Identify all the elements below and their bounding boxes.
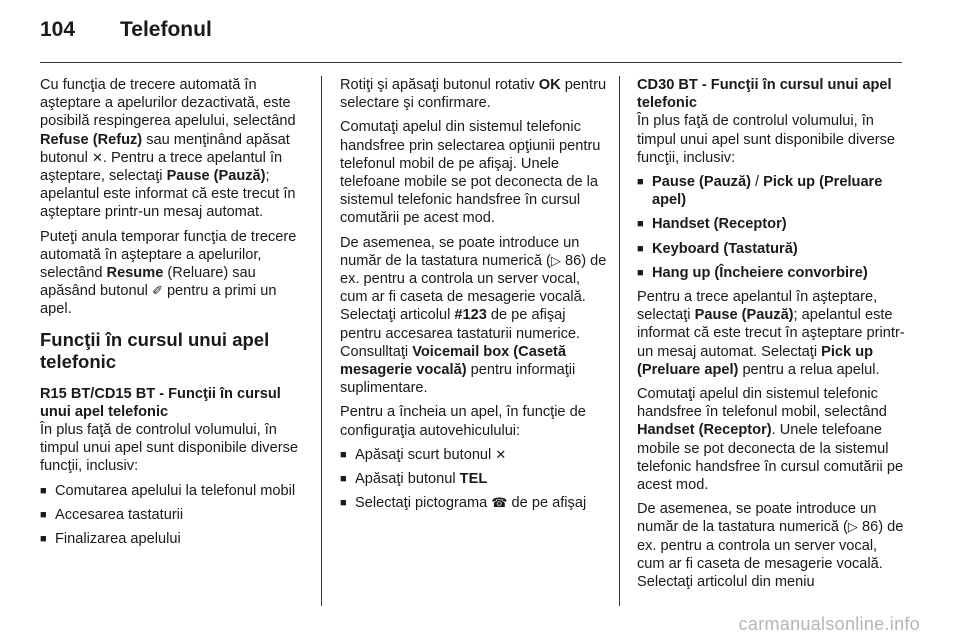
end-call-pictogram-icon: ☎ [491,495,508,511]
phone-pickup-icon: ✐ [151,283,163,299]
column-2 [340,76,610,518]
bullet-list [340,446,610,513]
paragraph: Rotiţi şi apăsaţi butonul rotativ OK pentru selectare şi confirmare. [340,77,607,112]
paragraph: Puteţi anula temporar funcţia de trecere automată în aşteptare a apelurilor, selectând Resume (Reluare) sau apăsând butonul ✐ pentru a primi un apel. [40,228,297,318]
phone-hangup-icon: ✕ [495,446,507,462]
paragraph: Cu funcţia de trecere automată în aşteptare a apelurilor dezactivată, este posibilă respingerea apelului, selectând Refuse (Refuz) sau menţinând apăsat butonul ✕. Pentru a trece apelantul în aşteptare, selectaţi Pause (Pauză); apelantul este informat că este trecut în aşteptare printr-un mesaj automat. [40,77,296,221]
phone-hangup-icon: ✕ [91,149,103,165]
list-item: ■ Comutarea apelului la telefonul mobil [40,482,310,500]
column-divider [321,76,322,606]
reference-arrow-icon: ▷ [847,519,858,535]
paragraph: De asemenea, se poate introduce un număr de la tastatura numerică (▷ 86) de ex. pentru a controla un server vocal, cum ar fi caseta de mesagerie vocală. Selectaţi articolul #123 de pe afişaj pentru accesarea tastaturii numerice. Consulltaţi Voicemail box (Casetă mesagerie vocală) pentru informaţii suplimentare. [340,234,607,397]
page-number: 104 [40,18,76,41]
column-divider [619,76,620,606]
column-3 [637,76,907,597]
watermark[interactable]: carmanualsonline.info [738,614,920,634]
subsection-heading: R15 BT/CD15 BT - Funcţii în cursul unui apel telefonic [40,385,281,420]
paragraph: Comutaţi apelul din sistemul telefonic handsfree prin selectarea opţiunii pentru telefonul mobil de pe afişaj. Unele telefoane mobile se pot deconecta de la sistemul telefonic handsfree în cursul comutării pe acest mod. [340,119,601,227]
list-item: ■ Finalizarea apelului [40,530,310,548]
paragraph: Pentru a trece apelantul în aşteptare, selectaţi Pause (Pauză); apelantul este informat că este trecut în aşteptare printr-un mesaj automat. Selectaţi Pick up (Preluare apel) pentru a relua apelul. [637,289,905,378]
bullet-list [637,173,907,282]
page-header [40,18,212,48]
paragraph: De asemenea, se poate introduce un număr de la tastatura numerică (▷ 86) de ex. pentru a controla un server vocal, cum ar fi caseta de mesagerie vocală. Selectaţi articolul din meniu [637,501,904,591]
list-item: ■ Hang up (Încheiere convorbire) [637,264,907,282]
paragraph: În plus faţă de controlul volumului, în timpul unui apel sunt disponibile diverse funcţii, inclusiv: [637,113,895,166]
list-item: ■ Apăsaţi scurt butonul ✕ [340,446,610,464]
column-1 [40,76,310,554]
paragraph: În plus faţă de controlul volumului, în timpul unui apel sunt disponibile diverse funcţii, inclusiv: [40,422,298,475]
bullet-list [40,482,310,549]
section-heading: Funcţii în cursul unui apel telefonic [40,328,270,372]
subsection-heading: CD30 BT - Funcţii în cursul unui apel telefonic [637,77,892,112]
list-item: ■ Accesarea tastaturii [40,506,310,524]
page-title: Telefonul [120,18,212,41]
list-item: ■ Selectaţi pictograma ☎ de pe afişaj [340,494,610,512]
reference-arrow-icon: ▷ [550,252,561,268]
list-item: ■ Keyboard (Tastatură) [637,240,907,258]
header-rule [40,62,902,63]
paragraph: Comutaţi apelul din sistemul telefonic handsfree în telefonul mobil, selectând Handset (Receptor). Unele telefoane mobile se pot deconecta de la sistemul telefonic handsfree în cursul comutării pe acest mod. [637,386,904,494]
list-item: ■ Apăsaţi butonul TEL [340,470,610,488]
paragraph: Pentru a încheia un apel, în funcţie de configuraţia autovehiculului: [340,404,586,439]
list-item: ■ Handset (Receptor) [637,215,907,233]
list-item: ■ Pause (Pauză) / Pick up (Preluare apel) [637,173,907,209]
